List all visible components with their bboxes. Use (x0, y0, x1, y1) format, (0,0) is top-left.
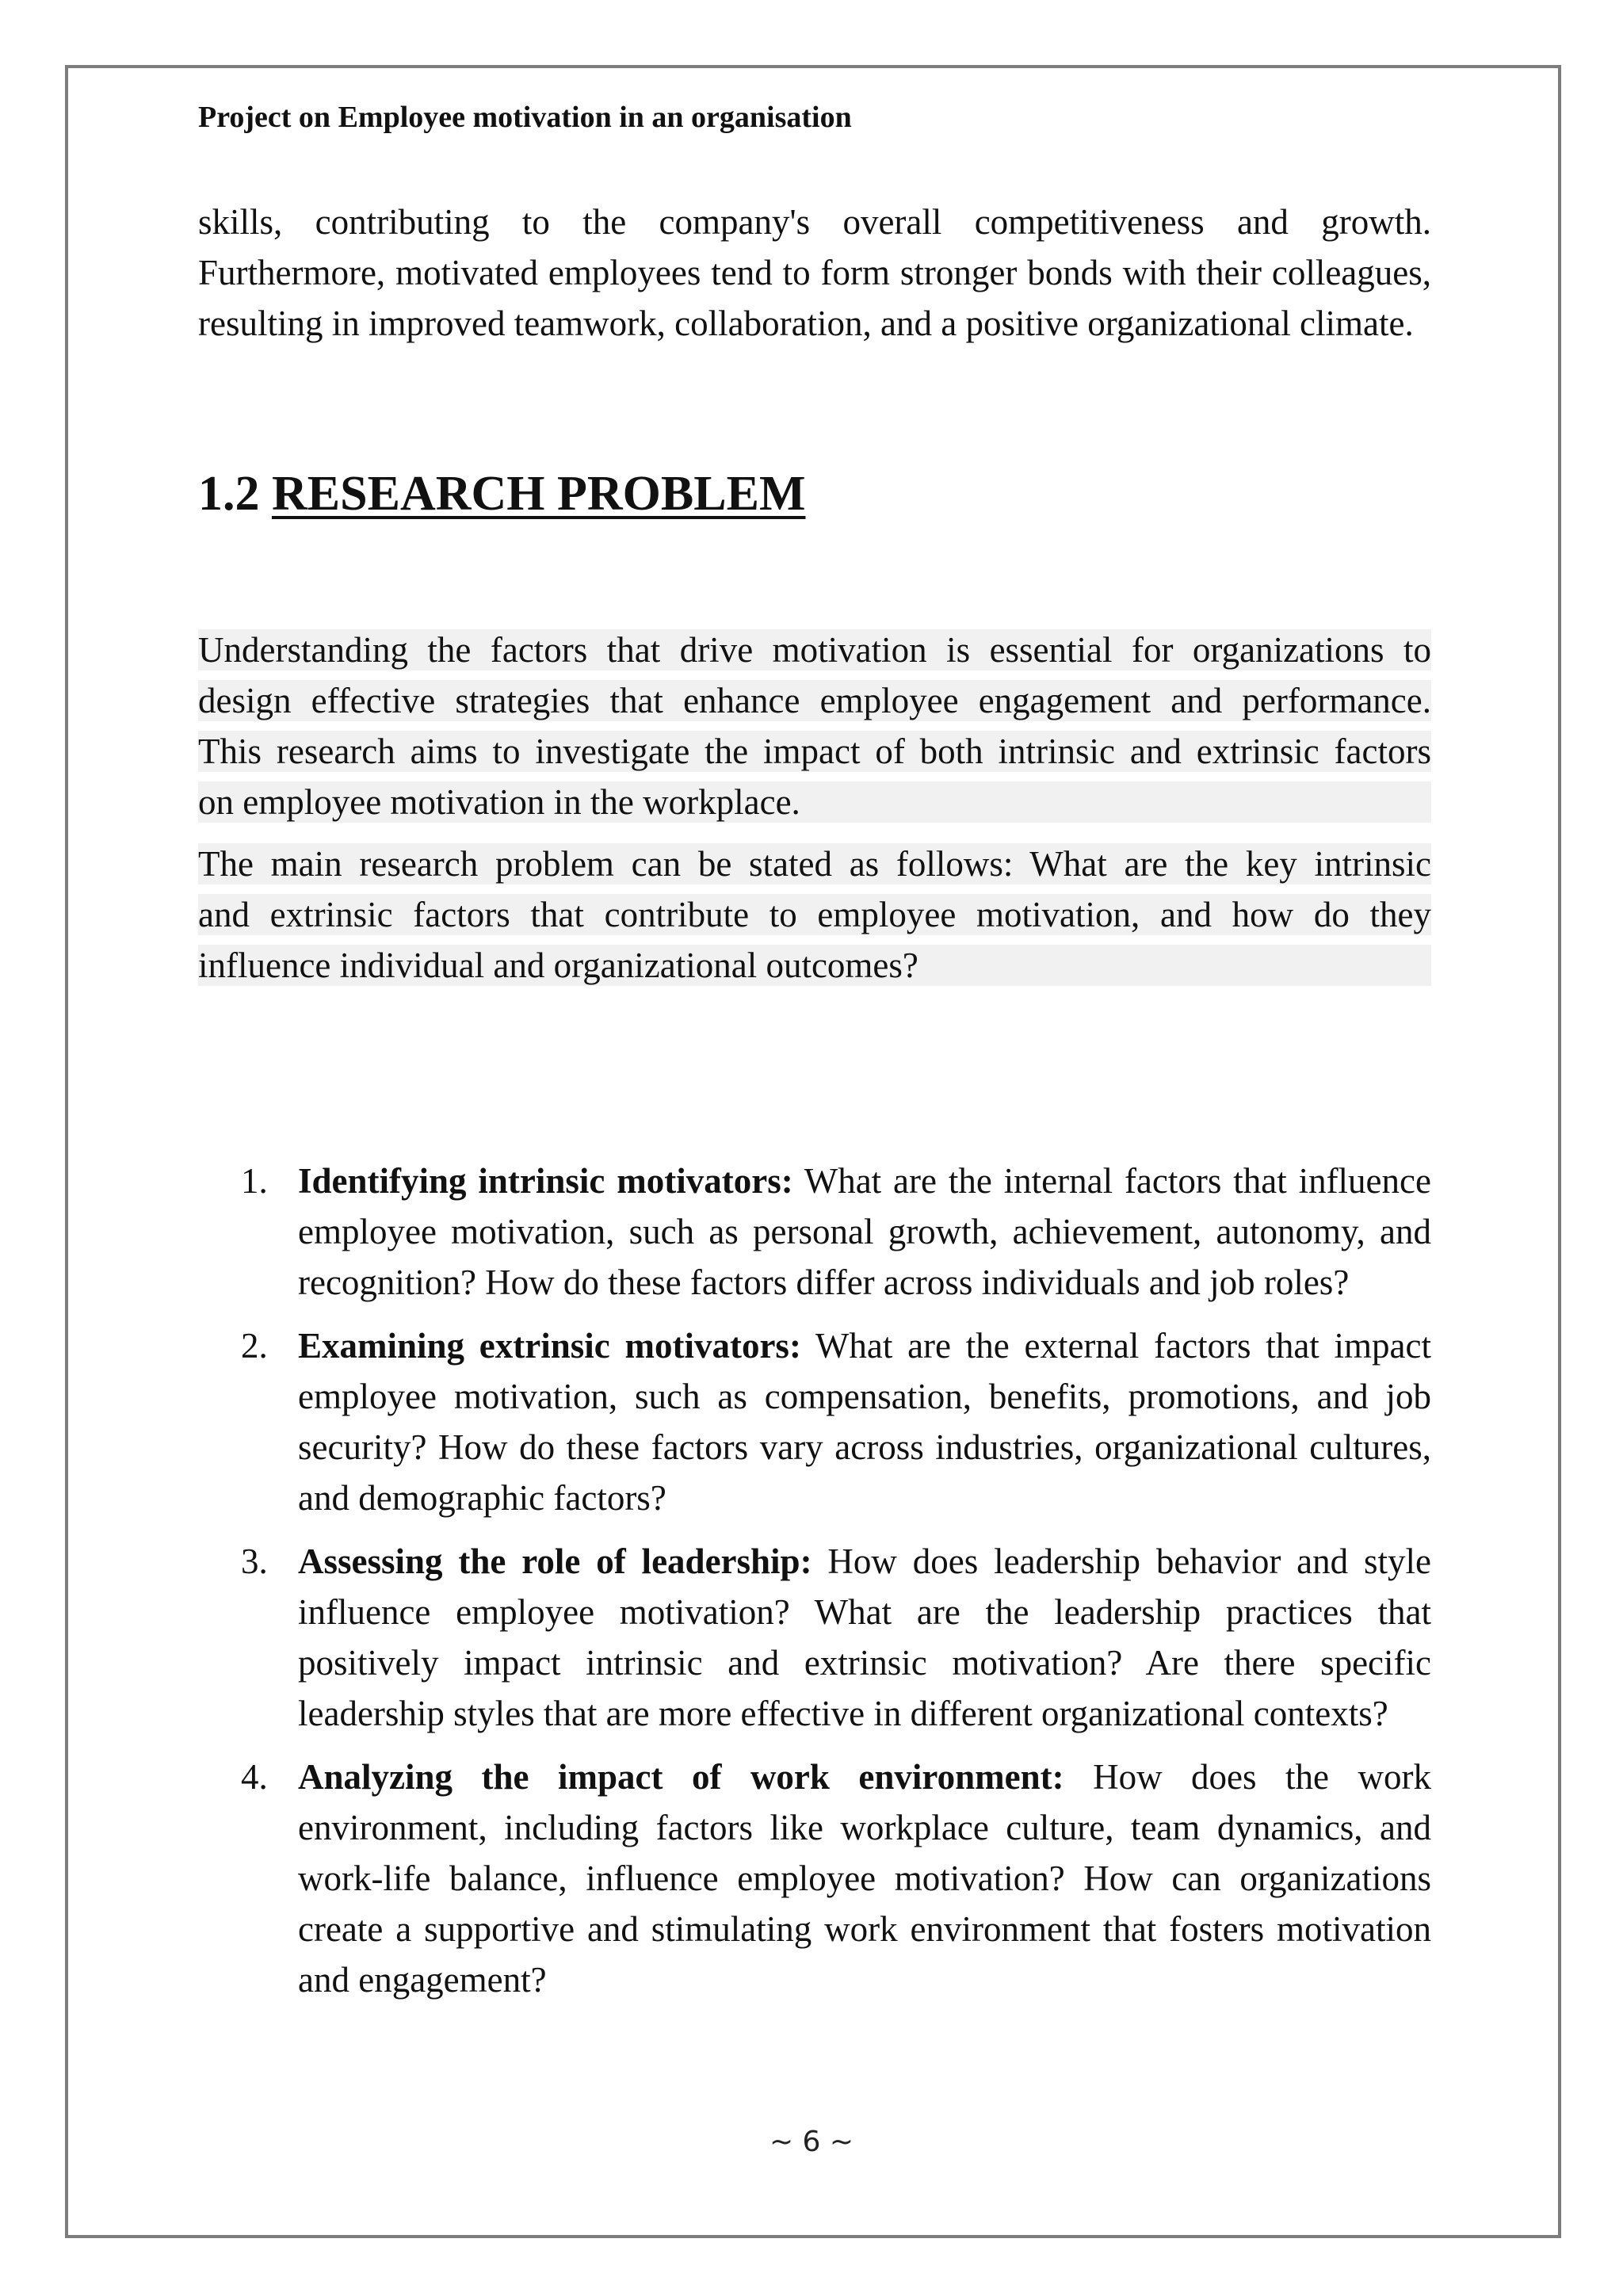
list-item (198, 1320, 1431, 1523)
list-item-heading: Identifying intrinsic motivators: (298, 1161, 793, 1201)
list-item (198, 1536, 1431, 1739)
list-item-text: What are the internal factors that influence employee motivation, such as personal growth, achievement, autonomy, and recognition? How do these factors differ across individuals and job roles? (298, 1161, 1431, 1302)
paragraph-2-line: and extrinsic factors that contribute to employee motivation, and how do they (198, 895, 1431, 934)
section-heading (198, 458, 805, 529)
list-item-number: 4. (241, 1757, 268, 1797)
list-item-number: 3. (241, 1541, 268, 1581)
paragraph-2-line: The main research problem can be stated as follows: What are the key intrinsic (198, 844, 1431, 884)
list-item (198, 1752, 1431, 2005)
paragraph-1-line: This research aims to investigate the impact of both intrinsic and extrinsic factors (198, 732, 1431, 771)
paragraph-1-line: design effective strategies that enhance employee engagement and performance. (198, 681, 1431, 720)
research-questions-list (198, 1156, 1431, 2018)
list-item-number: 2. (241, 1326, 268, 1366)
intro-paragraph: skills, contributing to the company's overall competitiveness and growth. Furthermore, motivated employees tend to form stronger bonds with their colleagues, resulting in improved teamwork, collaboration, and a positive organizational climate. (198, 202, 1431, 343)
section-title: RESEARCH PROBLEM (272, 467, 806, 521)
research-paragraph-2 (198, 839, 1431, 991)
page-content (198, 94, 1431, 2000)
list-item-heading: Examining extrinsic motivators: (298, 1326, 801, 1366)
page-number: ~ 6 ~ (769, 2126, 854, 2158)
list-item-text: What are the external factors that impact employee motivation, such as compensation, benefits, promotions, and job security? How do these factors vary across industries, organizational cultures, and demographic factors? (298, 1326, 1431, 1518)
research-paragraph-1 (198, 625, 1431, 827)
paragraph-2-line: influence individual and organizational outcomes? (198, 946, 918, 985)
list-item-heading: Analyzing the impact of work environment: (298, 1757, 1064, 1797)
paragraph-1-line: on employee motivation in the workplace. (198, 782, 800, 822)
section-number: 1.2 (198, 467, 260, 521)
paragraph-1-line: Understanding the factors that drive motivation is essential for organizations to (198, 630, 1431, 670)
list-item-text: How does the work environment, including factors like workplace culture, team dynamics, and work-life balance, influence employee motivation? How can organizations create a supportive and stimulating work environment that fosters motivation and engagement? (298, 1757, 1431, 2000)
list-item-text: How does leadership behavior and style influence employee motivation? What are the leadership practices that positively impact intrinsic and extrinsic motivation? Are there specific leadership styles that are more effective in different organizational contexts? (298, 1541, 1431, 1733)
list-item-heading: Assessing the role of leadership: (298, 1541, 812, 1581)
running-header: Project on Employee motivation in an organisation (198, 101, 852, 134)
list-item-number: 1. (241, 1161, 268, 1201)
list-item (198, 1156, 1431, 1308)
